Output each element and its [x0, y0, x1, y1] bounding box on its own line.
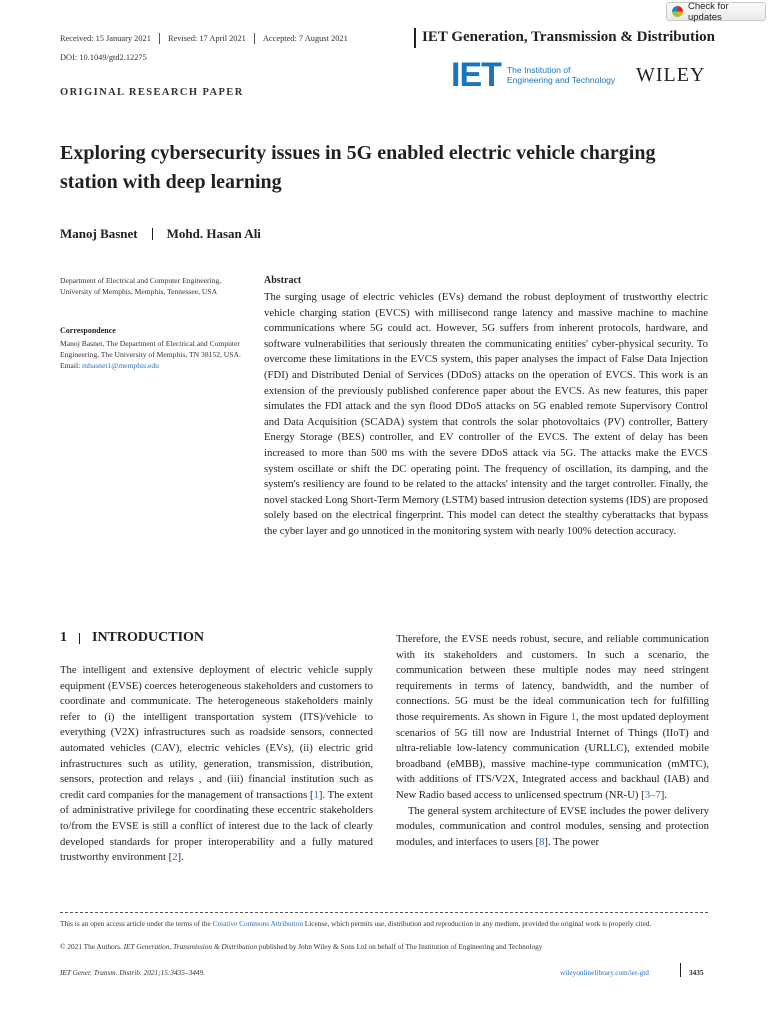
- email-link[interactable]: mbasnet1@memphis.edu: [82, 361, 159, 370]
- divider: [152, 228, 153, 240]
- paragraph-text: ].: [177, 851, 184, 864]
- footer-divider-vertical: [680, 963, 681, 977]
- paragraph-text: ]. The extent of administrative privilege for coordinating these eccentric stakeholders to/from the EVSE is still a conflict of interest due to the lack of clearly developed standards for proper interoperability and a fully matured trustworthy environment [: [60, 788, 373, 864]
- iet-logo-mark: IET: [451, 56, 501, 94]
- paragraph-text: The intelligent and extensive deployment of electric vehicle supply equipment (EVSE) coerces heterogeneous stakeholders and customers to coordinate and communicate. The heterogeneous stakeholders mainly refer to (i) the intelligent transportation system (ITS)/vehicle to everything (V2X) infrastructures such as roadside sensors, connected automated vehicles (CAV), electric vehicles (EVs), (ii) electric grid infrastructures such as utility, generation, transmission, distribution, sensors, protection and relays , and (iii) financial institution such as credit card companies for the management of transactions [: [60, 664, 373, 801]
- correspondence-heading: Correspondence: [60, 326, 116, 335]
- accepted-date: Accepted: 7 August 2021: [262, 34, 348, 43]
- body-column-right: [396, 632, 709, 850]
- article-title: Exploring cybersecurity issues in 5G enabled electric vehicle charging station with deep learning: [60, 142, 656, 193]
- section-title: INTRODUCTION: [92, 630, 205, 645]
- affiliation: Department of Electrical and Computer Engineering, University of Memphis, Memphis, Tennessee, USA: [60, 276, 222, 296]
- abstract-heading: Abstract: [264, 275, 302, 286]
- license-note: [60, 918, 708, 929]
- paragraph-text: ].: [660, 788, 667, 801]
- divider: [159, 33, 160, 44]
- copyright-text: © 2021 The Authors.: [60, 942, 124, 951]
- journal-url-link[interactable]: wileyonlinelibrary.com/iet-gtd: [560, 968, 649, 977]
- wiley-logo: WILEY: [636, 64, 706, 86]
- journal-citation: IET Gener. Transm. Distrib. 2021;15:3435–3449.: [60, 968, 205, 977]
- citation-link[interactable]: 8: [539, 835, 545, 848]
- copyright-journal: IET Generation, Transmission & Distribution: [123, 942, 258, 951]
- body-column-left: [60, 663, 373, 866]
- email-label: Email:: [60, 361, 83, 370]
- paragraph-text: Therefore, the EVSE needs robust, secure, and reliable communication with its stakeholders and customers. In such a scenario, the communication between these multiple nodes may need stringent requirements in terms of latency, bandwidth, and the number of connections. 5G must be the ideal communication tech for fulfilling those requirements. As shown in Figure: [396, 633, 709, 723]
- iet-logo-line2: Engineering and Technology: [506, 75, 616, 85]
- crossmark-icon: [672, 6, 683, 17]
- doi[interactable]: DOI: 10.1049/gtd2.12275: [60, 53, 147, 62]
- paragraph: [396, 632, 709, 804]
- citation-link[interactable]: 2: [172, 851, 178, 864]
- divider: [79, 633, 80, 644]
- paragraph-text: The general system architecture of EVSE includes the power delivery modules, communication and control modules, sensing and protection modules, and interfaces to users [: [396, 804, 709, 848]
- paragraph-text: , the most updated deployment scenarios of 5G till now are Industrial Internet of Things (IIoT) and ultra-reliable low-latency communication (URLLC), extended mobile broadband (eMBB), massive machine-type communication (mMTC), with additions of ITS/V2X, Integrated access and backhaul (IAB) and New Radio based access to unlicensed spectrum (NR-U) [: [396, 710, 709, 801]
- revised-date: Revised: 17 April 2021: [167, 34, 246, 43]
- divider: [254, 33, 255, 44]
- correspondence-address: Manoj Basnet, The Department of Electrical and Computer Engineering, The University of Memphis, TN 38152, USA.: [60, 339, 241, 359]
- license-link[interactable]: Creative Commons Attribution: [212, 919, 303, 928]
- license-text: This is an open access article under the terms of the: [60, 919, 213, 928]
- section-number: 1: [60, 630, 67, 645]
- footer-divider: [60, 912, 708, 913]
- figure-link[interactable]: 1: [570, 710, 577, 723]
- page-number: 3435: [689, 968, 704, 977]
- publication-dates: [60, 33, 348, 44]
- author-name[interactable]: Manoj Basnet: [60, 226, 138, 241]
- paragraph-text: ]. The power: [544, 835, 600, 848]
- check-for-updates-label: Check for updates: [687, 0, 729, 23]
- journal-divider: [414, 28, 416, 48]
- article-type-label: ORIGINAL RESEARCH PAPER: [60, 87, 244, 98]
- paragraph: [396, 804, 709, 851]
- section-heading: [60, 630, 204, 646]
- iet-logo-text: [507, 65, 615, 85]
- author-list: [60, 226, 261, 242]
- author-name[interactable]: Mohd. Hasan Ali: [166, 226, 261, 241]
- iet-logo: [451, 58, 615, 92]
- journal-name: IET Generation, Transmission & Distribution: [422, 29, 715, 45]
- license-text: License, which permits use, distribution and reproduction in any medium, provided the original work is properly cited.: [302, 919, 652, 928]
- received-date: Received: 15 January 2021: [60, 34, 151, 43]
- copyright-note: [60, 941, 708, 952]
- iet-logo-line1: The Institution of: [506, 65, 571, 75]
- correspondence: [60, 338, 245, 371]
- copyright-text: published by John Wiley & Sons Ltd on behalf of The Institution of Engineering and Technology: [257, 942, 543, 951]
- check-for-updates-button[interactable]: [666, 2, 766, 21]
- citation-link[interactable]: 1: [313, 788, 319, 801]
- citation-link[interactable]: 3–7: [644, 788, 661, 801]
- paragraph: [60, 663, 373, 866]
- abstract-text: The surging usage of electric vehicles (EVs) demand the robust deployment of trustworthy electric vehicle charging station (EVCS) with millisecond range latency and massive machine to machine communications where 5G could act. However, 5G suffers from inherent protocols, hardware, and software vulnerabilities that seriously threaten the communicating entities' cyber-physical security. To overcome these limitations in the EVCS system, this paper analyses the impact of False Data Injection (FDI) and Distributed Denial of Services (DDoS) attacks on the operation of EVCS. This work is an extension of the previously published conference paper about the EVCS. As new features, this paper simulates the FDI attack and the syn flood DDoS attacks on 5G enabled remote Supervisory Control and Data Acquisition (SCADA) system that controls the solar photovoltaics (PV) controller, Battery Energy Storage (BES) controller, and EV controller of the EVCS. The extent of delay has been increased to more than 500 ms with the severe DDoS attack via 5G. The attacks make the EVCS system oscillate or shift the DC operating point. The frequency of oscillation, its damping, and the system's resiliency are found to be related to the attacks' intensity and the target controller. Finally, the novel stacked Long Short-Term Memory (LSTM) based intrusion detection systems (IDS) are proposed solely based on the electrical fingerprint. This model can detect the stealthy cyberattacks that bypass the cyber layer and go unnoticed in the monitoring system with nearly 100% detection accuracy.: [264, 291, 708, 537]
